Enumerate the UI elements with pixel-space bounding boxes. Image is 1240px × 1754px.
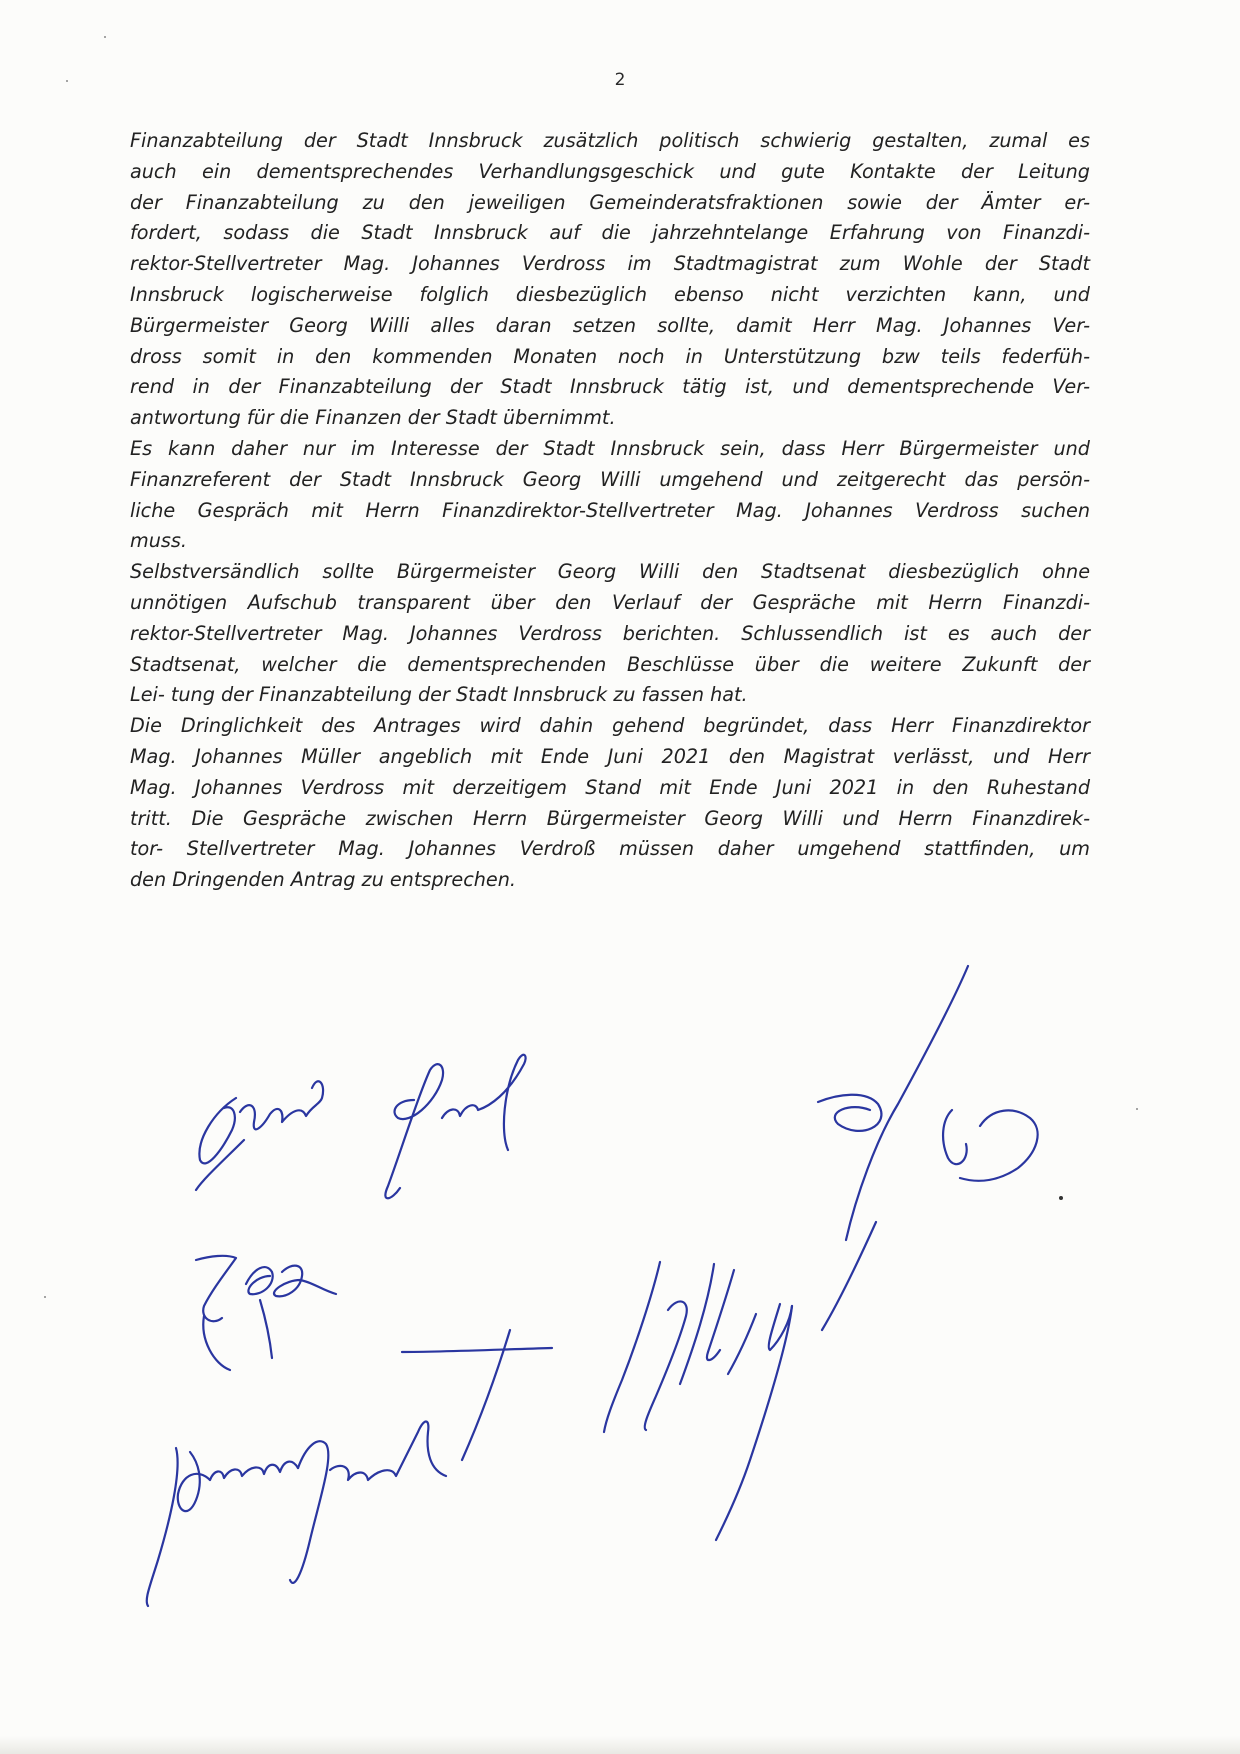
text-line: Finanzabteilung der Stadt Innsbruck zusätzlich politisch schwierig gestalten, zumal es	[130, 129, 1090, 152]
text-line: auch ein dementsprechendes Verhandlungsgeschick und gute Kontakte der Leitung	[130, 159, 1090, 183]
text-line: tritt. Die Gespräche zwischen Herrn Bürgermeister Georg Willi und Herrn Finanzdirek-	[130, 806, 1090, 830]
text-line: Innsbruck logischerweise folglich diesbezüglich ebenso nicht verzichten kann, und	[130, 282, 1090, 306]
signature-1	[196, 1055, 526, 1199]
text-line: rektor-Stellvertreter Mag. Johannes Verdross im Stadtmagistrat zum Wohle der Stadt	[130, 252, 1090, 276]
text-line: Die Dringlichkeit des Antrages wird dahin gehend begründet, dass Herr Finanzdirektor	[130, 714, 1090, 738]
text-line: rend in der Finanzabteilung der Stadt Innsbruck tätig ist, und dementsprechende Ver-	[130, 375, 1090, 399]
scan-speck	[44, 1296, 46, 1298]
text-line: der Finanzabteilung zu den jeweiligen Gemeinderatsfraktionen sowie der Ämter er-	[130, 190, 1090, 214]
text-line: Mag. Johannes Müller angeblich mit Ende Juni 2021 den Magistrat verlässt, und Herr	[130, 744, 1090, 768]
text-line: Lei- tung der Finanzabteilung der Stadt Innsbruck zu fassen hat.	[130, 683, 748, 707]
text-line: Mag. Johannes Verdross mit derzeitigem Stand mit Ende Juni 2021 in den Ruhestand	[130, 775, 1090, 799]
signature-5	[604, 1222, 876, 1540]
scan-speck	[1136, 1108, 1138, 1110]
signature-4	[147, 1330, 552, 1606]
text-line: Selbstversändlich sollte Bürgermeister Georg Willi den Stadtsenat diesbezüglich ohne	[130, 560, 1090, 584]
text-line: dross somit in den kommenden Monaten noch in Unterstützung bzw teils federfüh-	[130, 344, 1090, 368]
text-line: unnötigen Aufschub transparent über den Verlauf der Gespräche mit Herrn Finanzdi-	[130, 590, 1090, 614]
text-line: den Dringenden Antrag zu entsprechen.	[130, 868, 516, 892]
text-line: muss.	[130, 529, 187, 553]
text-line: rektor-Stellvertreter Mag. Johannes Verdross berichten. Schlussendlich ist es auch der	[130, 621, 1090, 645]
scan-speck	[66, 80, 68, 82]
text-line: Finanzreferent der Stadt Innsbruck Georg Willi umgehend und zeitgerecht das persön-	[130, 467, 1090, 491]
text-line: Bürgermeister Georg Willi alles daran setzen sollte, damit Herr Mag. Johannes Ver-	[130, 313, 1090, 337]
text-line: Es kann daher nur im Interesse der Stadt Innsbruck sein, dass Herr Bürgermeister und	[130, 436, 1090, 460]
signature-2	[818, 966, 1063, 1240]
page-number: 2	[614, 70, 626, 90]
text-line: tor- Stellvertreter Mag. Johannes Verdroß müssen daher umgehend stattfinden, um	[130, 837, 1090, 861]
text-line: Stadtsenat, welcher die dementsprechenden Beschlüsse über die weitere Zukunft der	[130, 652, 1090, 676]
scan-edge	[0, 1736, 1240, 1754]
text-line: liche Gespräch mit Herrn Finanzdirektor-Stellvertreter Mag. Johannes Verdross suchen	[130, 498, 1090, 522]
scan-speck	[104, 36, 106, 38]
body-text	[130, 126, 1090, 896]
text-line: antwortung für die Finanzen der Stadt übernimmt.	[130, 406, 616, 430]
signature-3	[196, 1256, 336, 1370]
text-line: fordert, sodass die Stadt Innsbruck auf die jahrzehntelange Erfahrung von Finanzdi-	[130, 221, 1090, 245]
